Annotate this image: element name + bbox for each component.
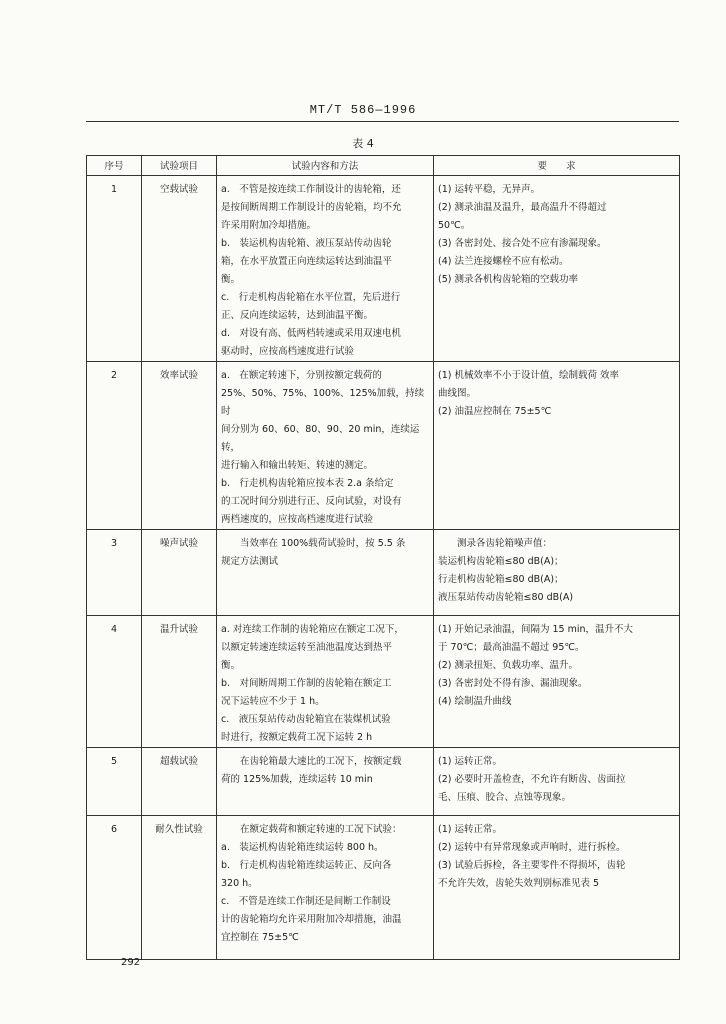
test-item: 效率试验 (142, 362, 217, 530)
requirement-line: (3) 试验后拆检，各主要零件不得损坏，齿轮 (438, 860, 626, 871)
test-item: 超载试验 (142, 748, 217, 816)
requirement-line: 行走机构齿轮箱≤80 dB(A)； (438, 574, 564, 585)
content-line: a. 对连续工作制的齿轮箱应在额定工况下， (221, 624, 404, 635)
test-item: 空载试验 (142, 176, 217, 362)
row-number: 6 (87, 816, 142, 960)
test-content (217, 176, 434, 362)
content-line: 驱动时，应按高档速度进行试验 (221, 346, 355, 357)
header-rule (86, 121, 679, 122)
requirement-line: (2) 测录油温及温升，最高温升不得超过 (438, 202, 607, 213)
content-line: 时进行，按额定载荷工况下运转 2 h (221, 732, 373, 743)
column-header-no: 序号 (87, 156, 142, 176)
table-row (87, 176, 680, 362)
content-line: 衡。 (221, 660, 241, 671)
content-line: b. 行走机构齿轮箱应按本表 2.a 条给定 (221, 478, 394, 489)
content-line: 正、反向连续运转，达到油温平衡。 (221, 310, 374, 321)
standard-number: MT/T 586—1996 (309, 103, 417, 117)
column-header-content: 试验内容和方法 (217, 156, 434, 176)
table-row (87, 530, 680, 616)
requirement-line: 毛、压痕、胶合、点蚀等现象。 (438, 792, 572, 803)
content-line: c. 不管是连续工作制还是间断工作制设 (221, 896, 391, 907)
requirement-line: (1) 机械效率不小于设计值，绘制载荷 效率 (438, 370, 619, 381)
row-number: 4 (87, 616, 142, 748)
table-row (87, 816, 680, 960)
requirement-line: (2) 必要时开盖检查，不允许有断齿、齿面拉 (438, 774, 626, 785)
test-item: 噪声试验 (142, 530, 217, 616)
content-line: c. 液压泵站传动齿轮箱宜在装煤机试验 (221, 714, 391, 725)
content-line: 衡。 (221, 274, 241, 285)
test-content (217, 362, 434, 530)
content-line: c. 行走机构齿轮箱在水平位置，先后进行 (221, 292, 401, 303)
content-line: 是按间断周期工作制设计的齿轮箱，均不允 (221, 202, 402, 213)
table-row (87, 748, 680, 816)
table-row (87, 616, 680, 748)
test-content (217, 616, 434, 748)
requirement-line: 50℃。 (438, 220, 471, 231)
test-item: 耐久性试验 (142, 816, 217, 960)
content-line: b. 行走机构齿轮箱连续运转正、反向各 (221, 860, 392, 871)
requirement-line: (2) 测录扭矩、负载功率、温升。 (438, 660, 578, 671)
content-line: b. 装运机构齿轮箱、液压泵站传动齿轮 (221, 238, 392, 249)
table-row (87, 362, 680, 530)
requirement-line: (2) 运转中有异常现象或声响时，进行拆检。 (438, 842, 626, 853)
requirement-line: 测录各齿轮箱噪声值： (457, 538, 553, 549)
content-line: 宜控制在 75±5℃ (221, 932, 299, 943)
requirement-line: (4) 法兰连接螺栓不应有松动。 (438, 256, 569, 267)
content-line: 两档速度的，应按高档速度进行试验 (221, 514, 374, 525)
requirement-line: (1) 运转正常。 (438, 756, 502, 767)
test-content (217, 816, 434, 960)
content-line: 荷的 125%加载，连续运转 10 min (221, 774, 373, 785)
row-number: 1 (87, 176, 142, 362)
requirement-line: (3) 各密封处、接合处不应有渗漏现象。 (438, 238, 607, 249)
row-number: 3 (87, 530, 142, 616)
content-line: a. 在额定转速下，分别按额定载荷的 (221, 370, 382, 381)
content-line: b. 对间断周期工作制的齿轮箱在额定工 (221, 678, 392, 689)
row-number: 2 (87, 362, 142, 530)
content-line: 的工况时间分别进行正、反向试验，对设有 (221, 496, 402, 507)
page-number: 292 (121, 957, 141, 968)
test-item: 温升试验 (142, 616, 217, 748)
requirement-line: (2) 油温应控制在 75±5℃ (438, 406, 552, 417)
requirement-line: 液压泵站传动齿轮箱≤80 dB(A) (438, 592, 574, 603)
content-line: 箱，在水平放置正向连续运转达到油温平 (221, 256, 393, 267)
test-table (86, 155, 679, 960)
content-line: 计的齿轮箱均允许采用附加冷却措施，油温 (221, 914, 402, 925)
test-requirements (434, 616, 680, 748)
requirement-line: (1) 运转正常。 (438, 824, 502, 835)
content-line: 在额定载荷和额定转速的工况下试验： (240, 824, 402, 835)
content-line: 况下运转应不少于 1 h。 (221, 696, 325, 707)
requirement-line: 曲线图。 (438, 388, 477, 399)
content-line: a. 装运机构齿轮箱连续运转 800 h。 (221, 842, 384, 853)
column-header-item: 试验项目 (142, 156, 217, 176)
column-header-requirements: 要 求 (434, 156, 680, 176)
content-line: a. 不管是按连续工作制设计的齿轮箱，还 (221, 184, 401, 195)
requirement-line: (5) 测录各机构齿轮箱的空载功率 (438, 274, 578, 285)
table-header-row (87, 156, 680, 176)
content-line: 进行输入和输出转矩、转速的测定。 (221, 460, 374, 471)
requirement-line: (3) 各密封处不得有渗、漏油现象。 (438, 678, 588, 689)
test-requirements (434, 362, 680, 530)
content-line: 当效率在 100%载荷试验时，按 5.5 条 (240, 538, 406, 549)
requirement-line: 不允许失效，齿轮失效判别标准见表 5 (438, 878, 600, 889)
test-requirements (434, 176, 680, 362)
content-line: 以额定转速连续运转至油池温度达到热平 (221, 642, 393, 653)
requirement-line: 于 70℃；最高油温不超过 95℃。 (438, 642, 585, 653)
content-line: 在齿轮箱最大速比的工况下，按额定载 (240, 756, 402, 767)
content-line: 间分别为 60、60、80、90、20 min，连续运转， (221, 424, 420, 453)
requirement-line: (1) 运转平稳，无异声。 (438, 184, 540, 195)
test-requirements (434, 530, 680, 616)
table-title: 表 4 (352, 137, 374, 150)
test-content (217, 748, 434, 816)
content-line: 25%、50%、75%、100%、125%加载，持续时 (221, 388, 425, 417)
test-requirements (434, 748, 680, 816)
requirement-line: (1) 开始记录油温，间隔为 15 min，温升不大 (438, 624, 634, 635)
content-line: 320 h。 (221, 878, 258, 889)
content-line: 许采用附加冷却措施。 (221, 220, 317, 231)
requirement-line: (4) 绘制温升曲线 (438, 696, 512, 707)
content-line: d. 对设有高、低两档转速或采用双速电机 (221, 328, 402, 339)
test-content (217, 530, 434, 616)
content-line: 规定方法测试 (221, 556, 279, 567)
row-number: 5 (87, 748, 142, 816)
test-requirements (434, 816, 680, 960)
requirement-line: 装运机构齿轮箱≤80 dB(A)； (438, 556, 564, 567)
